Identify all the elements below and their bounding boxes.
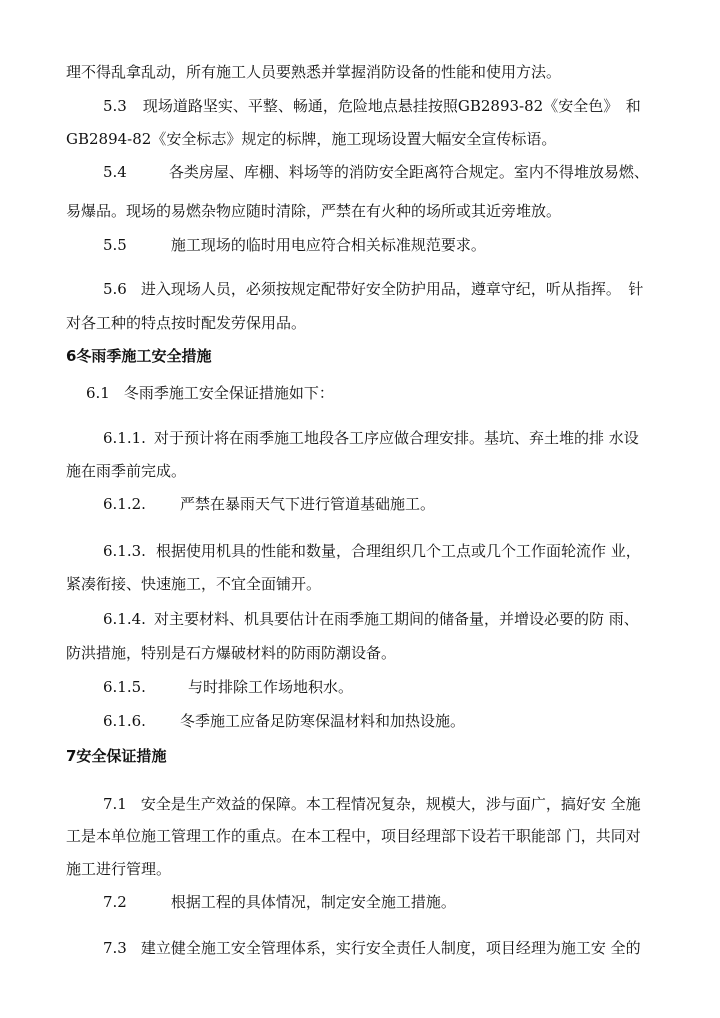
section-number: 7.3 (103, 939, 127, 957)
section-6-1-1-line-2: 施在雨季前完成。 (66, 462, 187, 480)
paragraph-text: 对主要材料、机具要估计在雨季施工期间的储备量，并增设必要的防 雨、 (153, 610, 639, 628)
paragraph-text: 施工现场的临时用电应符合相关标准规范要求。 (170, 236, 486, 254)
section-number: 5.5 (103, 236, 127, 254)
section-number: 6.1.4. (103, 610, 146, 628)
section-7-3-line-1 (103, 938, 641, 958)
section-heading-6: 6冬雨季施工安全措施 (66, 347, 212, 365)
section-number: 7.2 (103, 893, 127, 911)
section-number: 5.4 (103, 163, 127, 181)
section-6-1-4-line-2: 防洪措施，特别是石方爆破材料的防雨防潮设备。 (66, 644, 397, 662)
section-6-1-3-line-1 (103, 541, 641, 561)
section-7-2-line-1 (103, 892, 456, 912)
paragraph-text: 进入现场人员，必须按规定配带好安全防护用品，遵章守纪，听从指挥。 针 (140, 280, 644, 298)
paragraph-text: 根据使用机具的性能和数量，合理组织几个工点或几个工作面轮流作 业， (155, 542, 641, 560)
section-5-3-line-2: GB2894-82《安全标志》规定的标牌，施工现场设置大幅安全宣传标语。 (66, 130, 557, 148)
paragraph-text: 与时排除工作场地积水。 (187, 678, 353, 696)
section-5-4-line-2: 易爆品。现场的易燃杂物应随时清除，严禁在有火种的场所或其近旁堆放。 (66, 202, 562, 220)
section-5-6-line-1 (103, 279, 643, 299)
section-6-1-line-1 (86, 383, 334, 403)
section-5-4-line-1 (103, 162, 649, 182)
section-7-1-line-2: 工是本单位施工管理工作的重点。在本工程中，项目经理部下设若干职能部 门，共同对 (66, 827, 641, 845)
section-6-1-2-line-1 (103, 494, 435, 514)
section-5-5-line-1 (103, 235, 486, 255)
section-heading-7: 7安全保证措施 (66, 747, 167, 765)
section-number: 6.1 (86, 384, 110, 402)
paragraph-text: 严禁在暴雨天气下进行管道基础施工。 (179, 495, 435, 513)
paragraph-text: 对于预计将在雨季施工地段各工序应做合理安排。基坑、弃土堆的排 水设 (153, 429, 639, 447)
section-number: 6.1.5. (103, 678, 146, 696)
paragraph-text: 现场道路坚实、平整、畅通，危险地点悬挂按照GB2893-82《安全色》 和 (142, 97, 641, 115)
section-number: 6.1.6. (103, 712, 146, 730)
section-number: 7.1 (103, 795, 127, 813)
paragraph-text: 根据工程的具体情况，制定安全施工措施。 (170, 893, 456, 911)
section-number: 6.1.2. (103, 495, 146, 513)
section-6-1-1-line-1 (103, 428, 639, 448)
paragraph-text: 冬季施工应备足防寒保温材料和加热设施。 (179, 712, 465, 730)
section-number: 6.1.3. (103, 542, 146, 560)
section-6-1-5-line-1 (103, 677, 353, 697)
section-6-1-3-line-2: 紧凑衔接、快速施工，不宜全面铺开。 (66, 575, 322, 593)
section-7-1-line-1 (103, 794, 641, 814)
section-5-6-line-2: 对各工种的特点按时配发劳保用品。 (66, 314, 307, 332)
paragraph-text: 冬雨季施工安全保证措施如下： (123, 384, 334, 402)
section-6-1-4-line-1 (103, 609, 639, 629)
section-number: 5.3 (103, 97, 127, 115)
paragraph-line: 理不得乱拿乱动，所有施工人员要熟悉并掌握消防设备的性能和使用方法。 (66, 63, 562, 81)
section-6-1-6-line-1 (103, 711, 465, 731)
section-number: 6.1.1. (103, 429, 146, 447)
section-5-3-line-1 (103, 96, 641, 116)
paragraph-text: 建立健全施工安全管理体系，实行安全责任人制度，项目经理为施工安 全的 (140, 939, 641, 957)
section-number: 5.6 (103, 280, 127, 298)
paragraph-text: 各类房屋、库棚、料场等的消防安全距离符合规定。室内不得堆放易燃、 (168, 163, 649, 181)
section-7-1-line-3: 施工进行管理。 (66, 860, 172, 878)
paragraph-text: 安全是生产效益的保障。本工程情况复杂，规模大，涉与面广，搞好安 全施 (140, 795, 641, 813)
